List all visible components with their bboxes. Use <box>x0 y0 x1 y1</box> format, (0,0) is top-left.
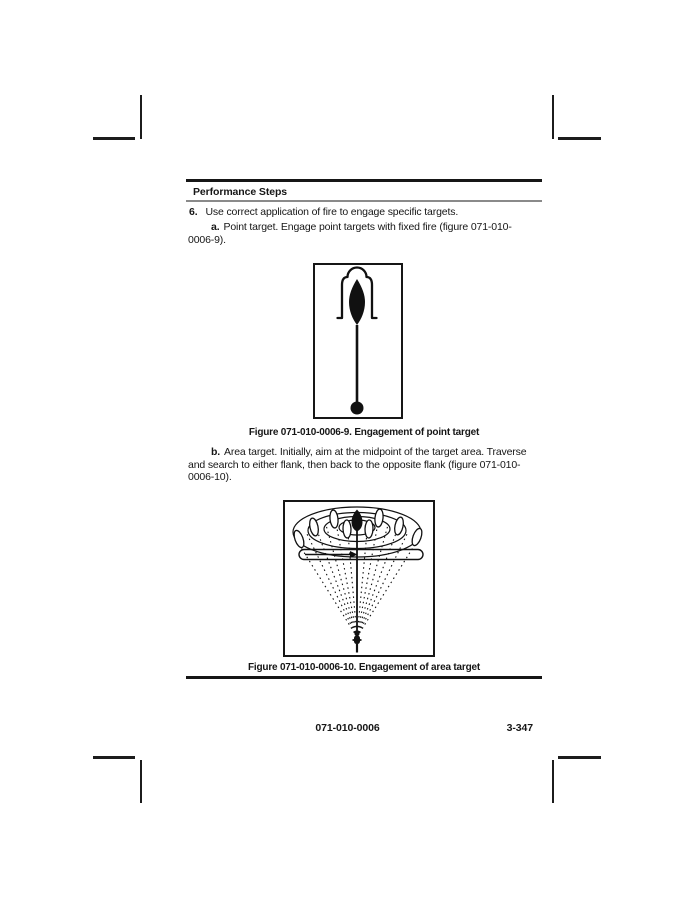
crop-mark-top-right-horizontal <box>558 137 601 140</box>
crop-mark-top-right-vertical <box>552 95 554 139</box>
crop-mark-bottom-right-horizontal <box>558 756 601 759</box>
header-title: Performance Steps <box>193 186 288 198</box>
para-a-line-2: 0006-9). <box>188 234 226 246</box>
figure-2-caption: Figure 071-010-0006-10. Engagement of area target <box>248 662 480 673</box>
crop-mark-bottom-right-vertical <box>552 760 554 803</box>
point-target-figure <box>313 263 403 419</box>
footer-rule <box>186 676 542 679</box>
header-rule-top <box>186 179 542 182</box>
area-target-diagram <box>285 502 432 654</box>
area-target-figure <box>283 500 435 657</box>
crop-mark-top-left-horizontal <box>93 137 135 140</box>
header-rule-bottom <box>186 200 542 202</box>
crop-mark-bottom-left-horizontal <box>93 756 135 759</box>
footer-page-number: 3-347 <box>506 722 533 734</box>
gun-position-icon <box>351 402 364 415</box>
figure-1-caption: Figure 071-010-0006-9. Engagement of point target <box>248 427 480 438</box>
para-a-label: a. <box>211 221 220 233</box>
point-target-diagram <box>315 265 400 416</box>
gunner-position-icon <box>353 631 362 653</box>
step-6-text: Use correct application of fire to engage specific targets. <box>205 206 459 218</box>
para-b-line-2: and search to either flank, then back to the opposite flank (figure 071-010- <box>188 459 521 471</box>
step-6-number: 6. <box>189 206 198 218</box>
step-6-line <box>189 206 458 219</box>
footer-doc-number: 071-010-0006 <box>315 722 380 734</box>
para-a-line-1 <box>211 221 512 234</box>
para-a-line-1-text: Point target. Engage point targets with fixed fire (figure 071-010- <box>223 221 512 233</box>
para-b-line-1-text: Area target. Initially, aim at the midpoint of the target area. Traverse <box>224 446 527 458</box>
crop-mark-top-left-vertical <box>140 95 142 139</box>
crop-mark-bottom-left-vertical <box>140 760 142 803</box>
para-b-line-1 <box>211 446 526 459</box>
para-b-line-3: 0006-10). <box>188 471 232 483</box>
para-b-label: b. <box>211 446 221 458</box>
cone-of-fire-icon <box>349 279 365 325</box>
